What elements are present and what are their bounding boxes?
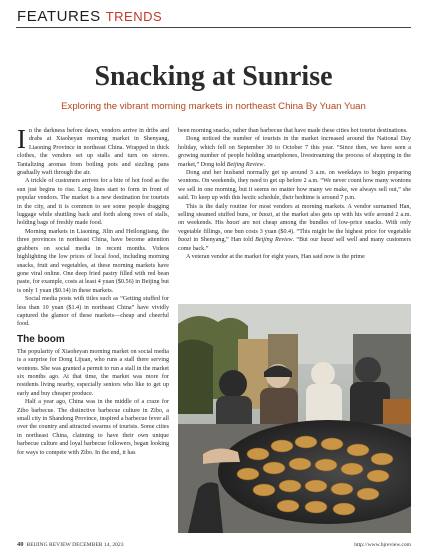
- paragraph: A veteran vendor at the market for eight years, Han said now is the prime: [186, 254, 365, 261]
- page-number: 40: [17, 541, 24, 548]
- photo-illustration: [178, 304, 411, 533]
- left-column: [17, 127, 169, 530]
- footer-left: [17, 541, 124, 549]
- paragraph: been morning snacks, rather than barbecue that have made these cities hot tourist destinations.: [178, 128, 408, 134]
- publication-info: BEIJING REVIEW DECEMBER 14, 2023: [26, 542, 124, 548]
- byline: By Yuan Yuan: [305, 101, 366, 112]
- paragraph: A trickle of customers arrives for a bite of hot food as the sun just begins to rise. Long lines start to form in front of popular vendors. The market is a new destination for tourists in the city, and it is common to see some people dragging luggage while shuttling back and forth along rows of stalls, holding bags of freshly made food.: [17, 178, 169, 227]
- paragraph: The popularity of Xiaoheyan morning market on social media is a surprise for Dong Lijuan, who runs a stall there serving wontons. She was granted a permit to run a stall in the market six months ago. At that time, the market was more for residents living nearby, especially seniors who like to get up early and buy cheaper produce.: [17, 348, 169, 397]
- section-label: FEATURES: [17, 8, 101, 25]
- section-heading: The boom: [17, 333, 65, 345]
- paragraph: This is the daily routine for most vendors at morning markets. A vendor surnamed Han, selling steamed stuffed buns, or baozi, at the market also gets up with his wife around 2 a.m. on weekends. His baozi are not cheap among the bundles of low-price snacks. With only vegetable fillings, one bun costs 3 yuan ($0.4). “This might be the highest price for vegetable baozi in Shenyang,” Han told Beijing Review. “But our baozi sell well and many customers come back.”: [178, 203, 411, 252]
- header-rule: [16, 27, 411, 28]
- market-photo: [178, 304, 411, 533]
- paragraph: Morning markets in Liaoning, Jilin and Heilongjiang, the three provinces in northeast China, have become attention grabbers on social media in recent months. Videos highlighting the low prices of local food, including morning snacks, fruit and vegetables, at these morning markets have gone viral online. One deep fried pastry filled with red bean paste, for example, costs at least 4 yuan ($0.56) in Beijing but is only 1 yuan ($0.14) in these markets.: [17, 228, 169, 294]
- article-title: Snacking at Sunrise: [94, 61, 333, 92]
- article-subtitle: [0, 101, 427, 113]
- subsection-label: TRENDS: [105, 9, 163, 24]
- section-header: [17, 8, 162, 25]
- paragraph: Dong and her husband normally get up around 3 a.m. on weekdays to begin preparing wontons. On weekends, they need to get up before 2 a.m. “We never count how many wontons we sell in one morning, but it seems no matter how many we make, we always sell out,” she said. To keep up with this hectic schedule, their bedtime is around 7 p.m.: [178, 170, 411, 202]
- footer-url: http://www.bjreview.com: [354, 542, 411, 548]
- drop-cap: I: [17, 127, 26, 154]
- right-column: [178, 127, 411, 297]
- subtitle-text: Exploring the vibrant morning markets in northeast China: [61, 101, 304, 112]
- paragraph: In the darkness before dawn, vendors arrive in dribs and drabs at Xiaoheyan morning market in Shenyang, Liaoning Province in northeast China. Wrapped in thick clothes, the vendors set up stalls and turn on stoves. Tantalizing aromas from boiling pots and sizzling pans gradually waft through the air.: [17, 127, 169, 177]
- paragraph: Social media posts with titles such as “Getting stuffed for less than 10 yuan ($1.4) in northeast China” have vividly captured the glamor of these markets—cheap and cheerful food.: [17, 296, 169, 328]
- paragraph: Half a year ago, China was in the middle of a craze for Zibo barbecue. The distinctive barbecue culture in Zibo, a small city in Shandong Province, inspired a barbecue fever all over the country and attracted swarms of tourists. Some cities in northeast China, claiming to have their own unique barbecue culture and loyal barbecue followers, began looking for ways to compete with Zibo. In the end, it has: [17, 399, 169, 456]
- paragraph: Dong noticed the number of tourists in the market increased around the National Day holiday, which fell on September 30 to October 7 this year. “Since then, we have seen a growing number of people holding smartphones, livestreaming the process of shopping in the market,” Dong told Beijing Review.: [178, 136, 411, 168]
- page-footer: [17, 541, 411, 549]
